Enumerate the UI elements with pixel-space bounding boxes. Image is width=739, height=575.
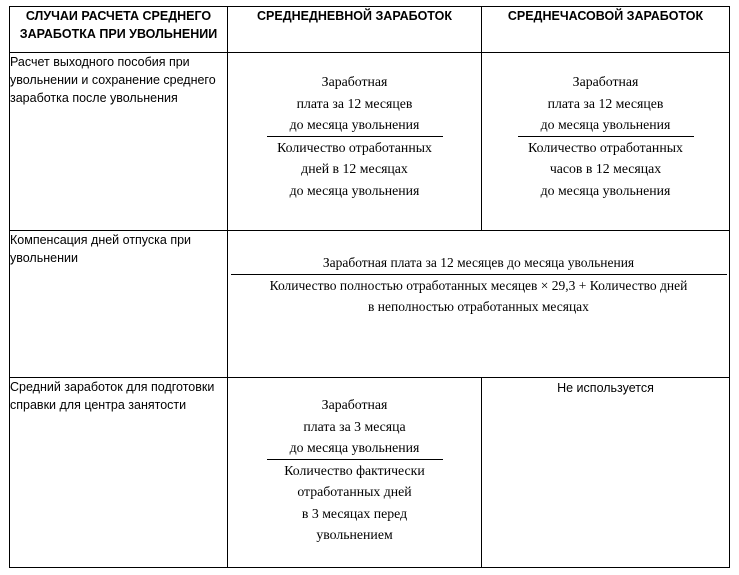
case-employment-center: Средний заработок для подготовки справки для центра занятости [10,378,228,568]
numerator-line: Заработная [321,74,388,89]
average-earnings-table [9,6,730,568]
daily-formula-cell [228,53,482,231]
denominator-line: часов в 12 месяцах [549,161,662,176]
combined-formula-cell [228,231,730,378]
denominator-line: в неполностью отработанных месяцах [368,299,589,314]
denominator-line: до месяца увольнения [540,182,671,198]
daily-formula-employment-center [228,394,481,546]
case-vacation-compensation: Компенсация дней отпуска при увольнении [10,231,228,378]
vacation-compensation-formula [228,252,729,318]
table-row [10,378,730,568]
header-daily: СРЕДНЕДНЕВНОЙ ЗАРАБОТОК [228,7,482,53]
denominator-line: Количество отработанных [277,139,432,155]
numerator-line: до месяца увольнения [540,117,671,132]
not-used-note: Не используется [557,381,654,395]
denominator-line: дней в 12 месяцах [301,161,408,176]
daily-formula-cell [228,378,482,568]
header-hourly: СРЕДНЕЧАСОВОЙ ЗАРАБОТОК [482,7,730,53]
table-row [10,231,730,378]
numerator-line: плата за 12 месяцев [296,95,413,111]
numerator-line: плата за 3 месяца [303,418,406,434]
denominator-line: Количество фактически [284,462,425,478]
denominator-line: до месяца увольнения [289,182,420,198]
numerator-line: до месяца увольнения [289,440,420,455]
denominator-line: в 3 месяцах перед [301,505,408,521]
denominator-line: увольнением [316,527,393,542]
numerator-line: Заработная [321,397,388,412]
denominator-line: Количество полностью отработанных месяцев × 29,3 + Количество дней [269,277,688,293]
hourly-formula-cell [482,53,730,231]
numerator-line: Заработная плата за 12 месяцев до месяца увольнения [322,255,635,270]
numerator-line: до месяца увольнения [289,117,420,132]
hourly-formula-severance [482,71,729,201]
denominator-line: отработанных дней [297,484,412,499]
daily-formula-severance [228,71,481,201]
header-row [10,7,730,53]
header-cases: СЛУЧАИ РАСЧЕТА СРЕДНЕГО ЗАРАБОТКА ПРИ УВОЛЬНЕНИИ [10,7,228,53]
numerator-line: плата за 12 месяцев [547,95,664,111]
numerator-line: Заработная [572,74,639,89]
denominator-line: Количество отработанных [528,139,683,155]
table-row [10,53,730,231]
hourly-cell-not-used [482,378,730,568]
case-severance: Расчет выходного пособия при увольнении и сохранение среднего заработка после увольнения [10,53,228,231]
